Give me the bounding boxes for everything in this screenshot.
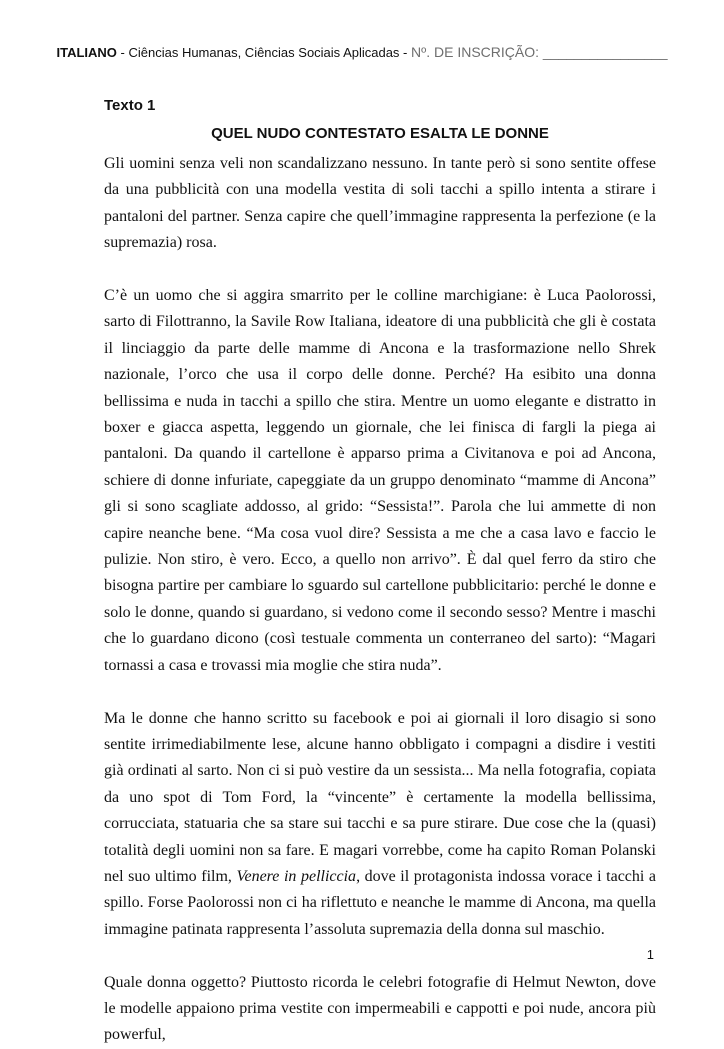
- section-label: Texto 1: [104, 97, 156, 114]
- film-title-italic: Venere in pelliccia: [236, 867, 357, 885]
- paragraph-3-part-2: , dove il protagonista indossa vorace i tacchi a spillo. Forse Paolorossi non ci ha riflettuto e neanche le mamme di Ancona, ma quella immagine patinata rappresenta l’assoluta supremazia della donna sul maschio.: [104, 867, 657, 938]
- paragraph-2: C’è un uomo che si aggira smarrito per le colline marchigiane: è Luca Paolorossi, sarto di Filottranno, la Savile Row Italiana, ideatore di una pubblicità che gli è costata il linciaggio da parte delle mamme di Ancona e la trasformazione nello Shrek nazionale, l’orco che usa il corpo delle donne. Perché? Ha esibito una donna bellissima e nuda in tacchi a spillo che stira. Mentre un uomo elegante e distratto in boxer e giacca aspetta, leggendo un giornale, che lei finisca di fargli la piega ai pantaloni. Da quando il cartellone è apparso prima a Civitanova e poi ad Ancona, schiere di donne infuriate, capeggiate da un gruppo denominato “mamme di Ancona” gli si sono scagliate addosso, al grido: “Sessista!”. Parola che lui ammette di non capire neanche bene. “Ma cosa vuol dire? Sessista a me che a casa lavo e faccio le pulizie. Non stiro, è vero. Ecco, a quello non arrivo”. È dal quel ferro da stiro che bisogna partire per cambiare lo sguardo sul cartellone pubblicitario: perché le donne e solo le donne, quando si guardano, si vedono come il secondo sesso? Mentre i maschi che lo guardano dicono (così testuale commenta un conterraneo del sarto): “Magari tornassi a casa e trovassi mia moglie che stira nuda”.: [104, 287, 656, 674]
- article-title: QUEL NUDO CONTESTATO ESALTA LE DONNE: [211, 125, 549, 142]
- paragraph-4: Quale donna oggetto? Piuttosto ricorda le celebri fotografie di Helmut Newton, dove le modelle appaiono prima vestite con impermeabili e cappotti e poi nude, ancora più powerful,: [104, 973, 656, 1044]
- header-subject: ITALIANO: [56, 45, 117, 60]
- page-header: [0, 44, 724, 60]
- paragraph-3: [104, 706, 656, 944]
- paragraph-1: Gli uomini senza veli non scandalizzano nessuno. In tante però si sono sentite offese da una pubblicità con una modella vestita di soli tacchi a spillo intenta a stirare i pantaloni del partner. Senza capire che quell’immagine rappresenta la perfezione (e la supremazia) rosa.: [104, 155, 656, 252]
- article-body: [104, 151, 656, 1049]
- page-number: 1: [646, 947, 654, 962]
- paragraph-3-part-1: Ma le donne che hanno scritto su facebook e poi ai giornali il loro disagio si sono sentite irrimediabilmente lese, alcune hanno obbligato i compagni a disdire i vestiti già ordinati al sarto. Non ci si può vestire da un sessista... Ma nella fotografia, copiata da uno spot di Tom Ford, la “vincente” è certamente la modella bellissima, corrucciata, statuaria che sa stare sui tacchi e sa pure stirare. Due cose che la (quasi) totalità degli uomini non sa fare. E magari vorrebbe, come ha capito Roman Polanski nel suo ultimo film,: [104, 709, 656, 885]
- header-course: - Ciências Humanas, Ciências Sociais Aplicadas -: [116, 45, 411, 60]
- header-inscricao: Nº. DE INSCRIÇÃO: ________________: [411, 44, 668, 60]
